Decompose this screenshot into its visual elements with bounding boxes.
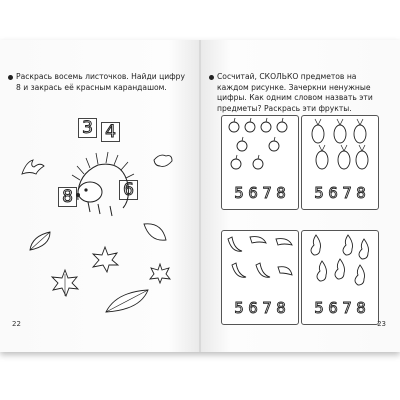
number-box-digit: 4 xyxy=(105,122,116,142)
bullet-icon xyxy=(8,75,13,80)
fruit-panel-pears xyxy=(301,230,379,325)
digit-option[interactable]: 8 xyxy=(276,184,286,202)
digit-option[interactable]: 6 xyxy=(328,299,338,317)
digit-option[interactable]: 6 xyxy=(248,184,258,202)
digit-option[interactable]: 6 xyxy=(248,299,258,317)
leaf-icon xyxy=(104,288,150,314)
number-box-3 xyxy=(78,118,97,138)
fruit-panel-pineapples xyxy=(301,115,379,210)
workbook-spread xyxy=(0,40,400,352)
digit-option[interactable]: 5 xyxy=(314,184,324,202)
right-page-number: 23 xyxy=(377,320,386,328)
leaf-icon xyxy=(148,262,172,284)
digit-option[interactable]: 5 xyxy=(234,184,244,202)
count-digits xyxy=(312,184,368,202)
right-page xyxy=(201,40,400,352)
apple-group-icon xyxy=(222,116,298,176)
count-digits xyxy=(312,299,368,317)
number-box-digit: 8 xyxy=(62,187,73,207)
right-instruction xyxy=(217,72,389,114)
count-digits xyxy=(232,184,288,202)
pineapple-group-icon xyxy=(302,116,378,178)
digit-option[interactable]: 7 xyxy=(262,184,272,202)
digit-option[interactable]: 5 xyxy=(234,299,244,317)
left-page-number: 22 xyxy=(12,320,21,328)
leaf-icon xyxy=(20,158,46,176)
bullet-icon xyxy=(209,75,214,80)
leaf-icon xyxy=(50,268,80,298)
digit-option[interactable]: 8 xyxy=(356,184,366,202)
leaf-icon xyxy=(90,245,120,273)
fruit-panel-apples xyxy=(221,115,299,210)
digit-option[interactable]: 6 xyxy=(328,184,338,202)
leaf-icon xyxy=(142,220,168,244)
left-instruction xyxy=(16,72,186,93)
digit-option[interactable]: 7 xyxy=(342,299,352,317)
digit-option[interactable]: 8 xyxy=(276,299,286,317)
number-box-digit: 6 xyxy=(123,180,134,200)
pear-group-icon xyxy=(302,231,378,293)
leaf-icon xyxy=(28,230,54,252)
number-box-digit: 3 xyxy=(82,118,93,138)
banana-group-icon xyxy=(222,231,298,291)
digit-option[interactable]: 7 xyxy=(342,184,352,202)
right-instruction-text: Сосчитай, СКОЛЬКО предметов на каждом рисунке. Зачеркни ненужные цифры. Как одним словом назвать эти предметы? Раскрась эти фрукты. xyxy=(217,72,373,113)
hedgehog-illustration xyxy=(68,150,138,220)
left-instruction-text: Раскрась восемь листочков. Найди цифру 8 и закрась её красным карандашом. xyxy=(16,72,185,92)
count-digits xyxy=(232,299,288,317)
fruit-panel-bananas xyxy=(221,230,299,325)
leaf-icon xyxy=(152,152,174,170)
digit-option[interactable]: 7 xyxy=(262,299,272,317)
digit-option[interactable]: 8 xyxy=(356,299,366,317)
left-page xyxy=(0,40,199,352)
digit-option[interactable]: 5 xyxy=(314,299,324,317)
number-box-4 xyxy=(101,122,120,142)
